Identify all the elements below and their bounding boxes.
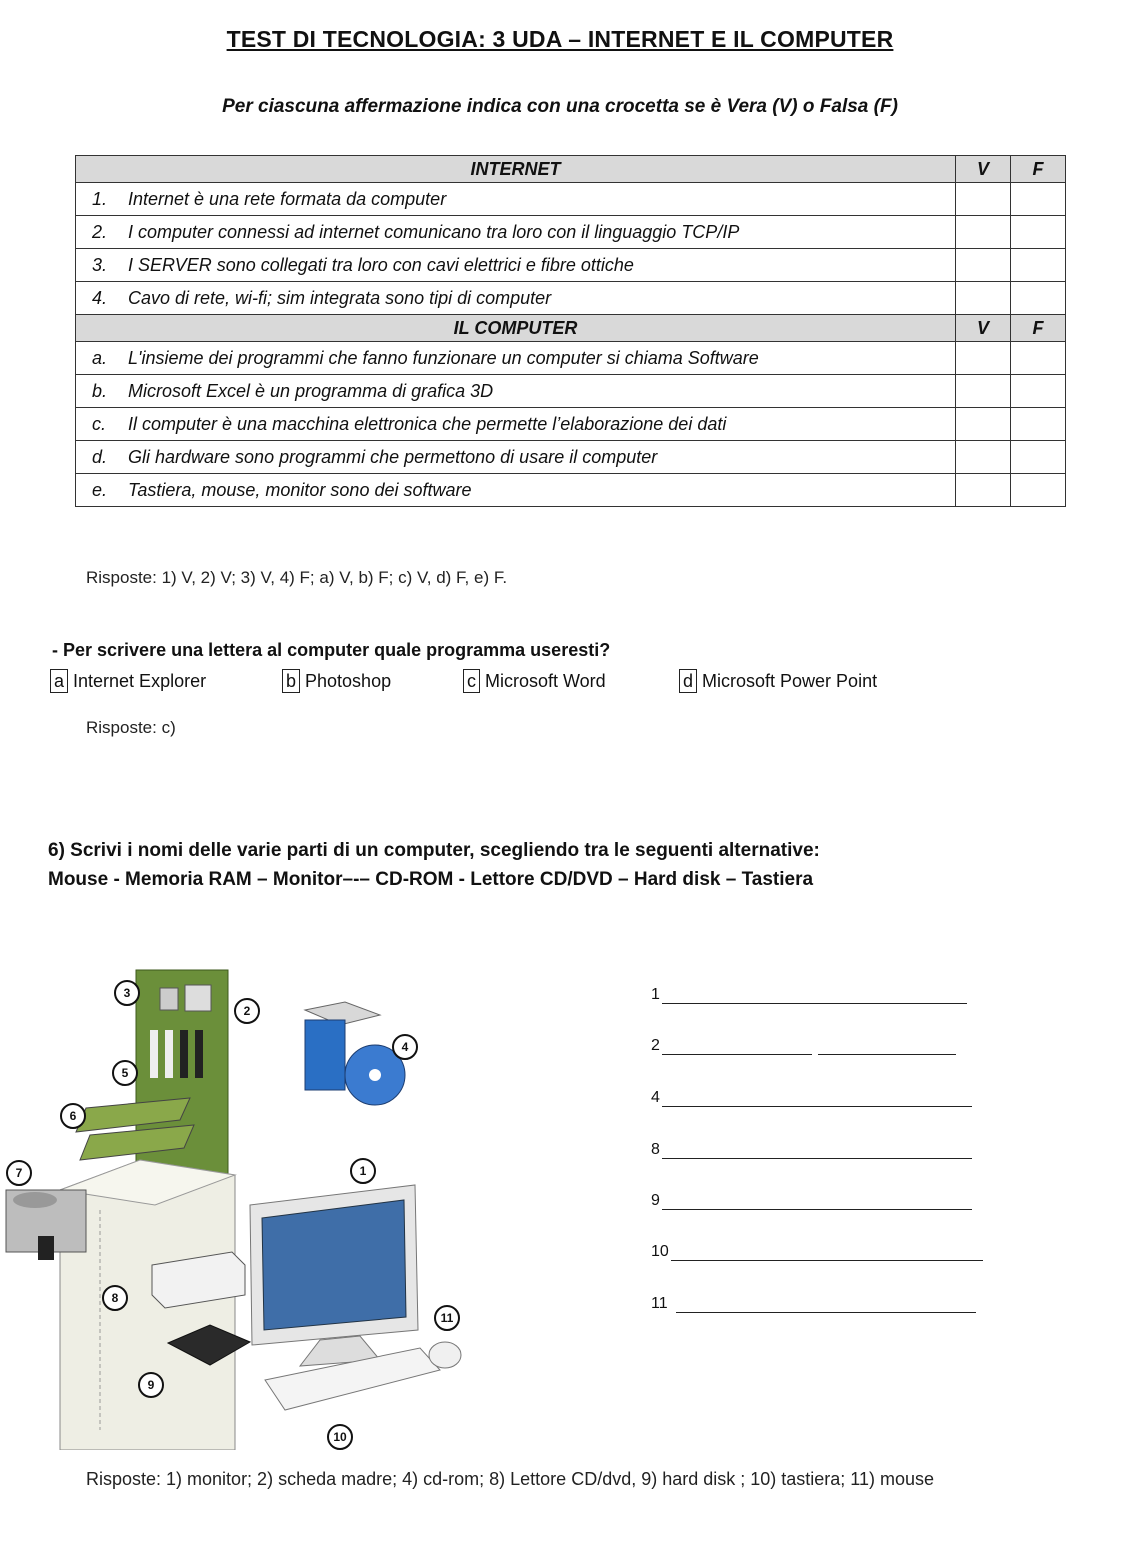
- true-false-table: [75, 155, 1066, 507]
- option-b[interactable]: [282, 669, 391, 693]
- checkbox-v[interactable]: [956, 282, 1011, 315]
- col-v-header: V: [956, 156, 1011, 183]
- statement: Microsoft Excel è un programma di grafica 3D: [128, 380, 494, 401]
- checkbox-v[interactable]: [956, 216, 1011, 249]
- option-a[interactable]: [50, 669, 206, 693]
- checkbox-v[interactable]: [956, 408, 1011, 441]
- option-letter: d: [679, 669, 697, 693]
- blank-number: 1: [651, 986, 660, 1003]
- row-number: e.: [92, 479, 108, 500]
- checkbox-v[interactable]: [956, 474, 1011, 507]
- blank-11[interactable]: [651, 1295, 976, 1313]
- label-9: 9: [138, 1372, 164, 1398]
- checkbox-f[interactable]: [1011, 183, 1066, 216]
- section-header-internet: [76, 156, 1066, 183]
- checkbox-v[interactable]: [956, 441, 1011, 474]
- label-8: 8: [102, 1285, 128, 1311]
- checkbox-f[interactable]: [1011, 249, 1066, 282]
- label-7: 7: [6, 1160, 32, 1186]
- option-label: Microsoft Power Point: [702, 670, 878, 691]
- checkbox-v[interactable]: [956, 249, 1011, 282]
- table-row: [76, 474, 1066, 507]
- blank-number: 10: [651, 1243, 669, 1260]
- label-4: 4: [392, 1034, 418, 1060]
- question-2: - Per scrivere una lettera al computer quale programma useresti?: [52, 640, 611, 660]
- row-number: b.: [92, 380, 108, 401]
- option-label: Photoshop: [305, 670, 392, 691]
- row-number: 4.: [92, 287, 108, 308]
- blank-number: 11: [651, 1295, 668, 1312]
- table-row: [76, 375, 1066, 408]
- row-number: 1.: [92, 188, 108, 209]
- option-label: Internet Explorer: [73, 670, 207, 691]
- table-row: [76, 342, 1066, 375]
- instructions: Per ciascuna affermazione indica con una crocetta se è Vera (V) o Falsa (F): [222, 96, 898, 117]
- statement: Internet è una rete formata da computer: [128, 188, 447, 209]
- answer-question-6: Risposte: 1) monitor; 2) scheda madre; 4) cd-rom; 8) Lettore CD/dvd, 9) hard disk ; 10) tastiera; 11) mouse: [86, 1469, 935, 1489]
- row-number: a.: [92, 347, 108, 368]
- table-row: [76, 249, 1066, 282]
- checkbox-f[interactable]: [1011, 441, 1066, 474]
- blank-9[interactable]: [651, 1192, 972, 1210]
- blank-8[interactable]: [651, 1141, 972, 1159]
- label-2: 2: [234, 998, 260, 1024]
- page-title: TEST DI TECNOLOGIA: 3 UDA – INTERNET E IL COMPUTER: [226, 26, 894, 52]
- table-row: [76, 441, 1066, 474]
- checkbox-v[interactable]: [956, 183, 1011, 216]
- col-f-header: F: [1011, 315, 1066, 342]
- section-header-computer: [76, 315, 1066, 342]
- option-c[interactable]: [463, 669, 606, 693]
- option-letter: c: [463, 669, 480, 693]
- blank-number: 9: [651, 1192, 660, 1209]
- col-f-header: F: [1011, 156, 1066, 183]
- label-1: 1: [350, 1158, 376, 1184]
- checkbox-v[interactable]: [956, 342, 1011, 375]
- checkbox-f[interactable]: [1011, 216, 1066, 249]
- row-number: 2.: [92, 221, 108, 242]
- answer-question-2: Risposte: c): [86, 718, 176, 737]
- row-number: d.: [92, 446, 108, 467]
- section-title: INTERNET: [76, 156, 956, 183]
- question-6: [48, 836, 820, 894]
- answers-true-false: Risposte: 1) V, 2) V; 3) V, 4) F; a) V, b) F; c) V, d) F, e) F.: [86, 568, 508, 587]
- col-v-header: V: [956, 315, 1011, 342]
- option-letter: b: [282, 669, 300, 693]
- table-row: [76, 282, 1066, 315]
- blank-10[interactable]: [651, 1243, 983, 1261]
- blank-4[interactable]: [651, 1089, 972, 1107]
- checkbox-f[interactable]: [1011, 375, 1066, 408]
- row-number: c.: [92, 413, 107, 434]
- label-10: 10: [327, 1424, 353, 1450]
- label-11: 11: [434, 1305, 460, 1331]
- checkbox-f[interactable]: [1011, 474, 1066, 507]
- blank-2[interactable]: [651, 1037, 956, 1055]
- label-6: 6: [60, 1103, 86, 1129]
- statement: Cavo di rete, wi-fi; sim integrata sono tipi di computer: [128, 287, 552, 308]
- checkbox-f[interactable]: [1011, 408, 1066, 441]
- table-row: [76, 408, 1066, 441]
- question-6-line2: Mouse - Memoria RAM – Monitor–-– CD-ROM - Lettore CD/DVD – Hard disk – Tastiera: [48, 869, 814, 890]
- checkbox-v[interactable]: [956, 375, 1011, 408]
- table-row: [76, 183, 1066, 216]
- option-letter: a: [50, 669, 68, 693]
- table-row: [76, 216, 1066, 249]
- checkbox-f[interactable]: [1011, 342, 1066, 375]
- statement: Tastiera, mouse, monitor sono dei software: [128, 479, 472, 500]
- statement: Il computer è una macchina elettronica che permette l’elaborazione dei dati: [128, 413, 727, 434]
- question-6-line1: 6) Scrivi i nomi delle varie parti di un computer, scegliendo tra le seguenti alternative:: [48, 840, 820, 861]
- statement: Gli hardware sono programmi che permettono di usare il computer: [128, 446, 658, 467]
- statement: L'insieme dei programmi che fanno funzionare un computer si chiama Software: [128, 347, 759, 368]
- blank-1[interactable]: [651, 986, 967, 1004]
- label-5: 5: [112, 1060, 138, 1086]
- statement: I computer connessi ad internet comunicano tra loro con il linguaggio TCP/IP: [128, 221, 740, 242]
- checkbox-f[interactable]: [1011, 282, 1066, 315]
- row-number: 3.: [92, 254, 108, 275]
- statement: I SERVER sono collegati tra loro con cavi elettrici e fibre ottiche: [128, 254, 634, 275]
- label-3: 3: [114, 980, 140, 1006]
- blank-number: 4: [651, 1089, 660, 1106]
- blank-number: 8: [651, 1141, 660, 1158]
- option-label: Microsoft Word: [485, 670, 606, 691]
- section-title: IL COMPUTER: [76, 315, 956, 342]
- option-d[interactable]: [679, 669, 877, 693]
- blank-number: 2: [651, 1037, 660, 1054]
